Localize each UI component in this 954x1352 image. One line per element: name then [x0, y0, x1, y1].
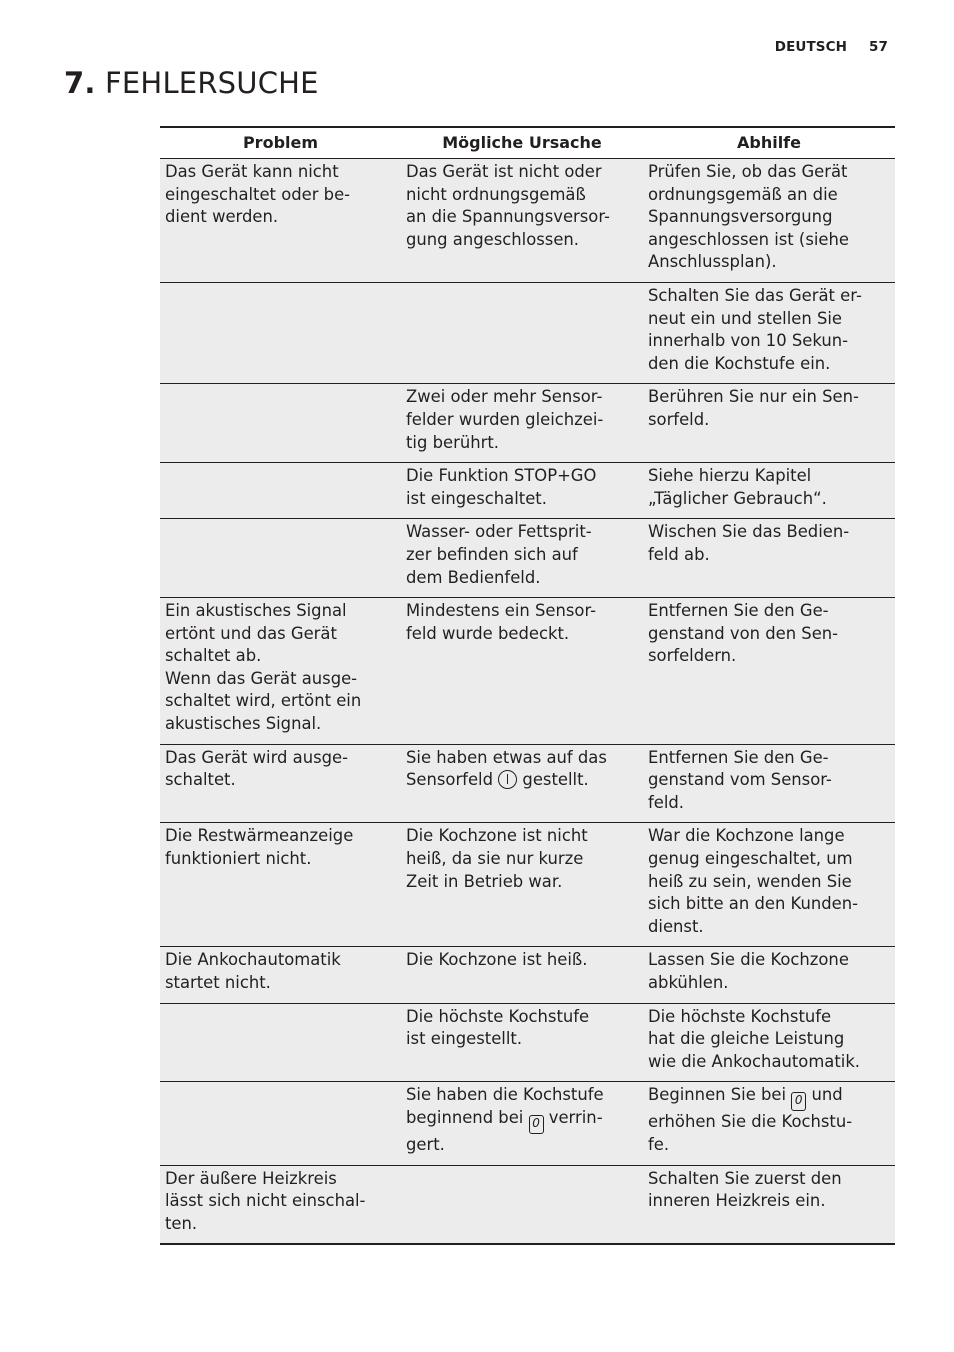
cause-cell: Die höchste Kochstufe ist eingestellt. [401, 1003, 643, 1082]
problem-cell [160, 1082, 401, 1165]
language-label: DEUTSCH [774, 39, 847, 55]
table-row [160, 1165, 895, 1244]
zero-display-icon: 0 [529, 1115, 544, 1134]
problem-cell [160, 384, 401, 463]
cause-cell: Sie haben etwas auf das Sensorfeld gestellt. [401, 744, 643, 823]
cause-cell: Wasser- oder Fettsprit- zer befinden sich auf dem Bedienfeld. [401, 519, 643, 598]
header-remedy: Abhilfe [643, 127, 895, 159]
table-row [160, 744, 895, 823]
remedy-cell: Beginnen Sie bei 0 und erhöhen Sie die Kochstu- fe. [643, 1082, 895, 1165]
problem-cell [160, 463, 401, 519]
remedy-cell: Entfernen Sie den Ge- genstand von den Sen- sorfeldern. [643, 598, 895, 745]
cause-cell: Die Kochzone ist nicht heiß, da sie nur kurze Zeit in Betrieb war. [401, 823, 643, 947]
table-row [160, 384, 895, 463]
table-row [160, 823, 895, 947]
zero-display-icon: 0 [791, 1092, 806, 1111]
remedy-cell: Wischen Sie das Bedien- feld ab. [643, 519, 895, 598]
table-row [160, 519, 895, 598]
remedy-cell: Prüfen Sie, ob das Gerät ordnungsgemäß an die Spannungsversorgung angeschlossen ist (siehe Anschlussplan). [643, 159, 895, 283]
table-row [160, 463, 895, 519]
problem-cell [160, 519, 401, 598]
remedy-cell: Schalten Sie zuerst den inneren Heizkreis ein. [643, 1165, 895, 1244]
header-problem: Problem [160, 127, 401, 159]
cause-cell: Die Funktion STOP+GO ist eingeschaltet. [401, 463, 643, 519]
remedy-cell: Berühren Sie nur ein Sen- sorfeld. [643, 384, 895, 463]
problem-cell: Die Ankochautomatik startet nicht. [160, 947, 401, 1003]
section-number: 7. [64, 66, 96, 100]
problem-cell [160, 1003, 401, 1082]
problem-cell: Die Restwärmeanzeige funktioniert nicht. [160, 823, 401, 947]
header-cause: Mögliche Ursache [401, 127, 643, 159]
remedy-cell: Lassen Sie die Kochzone abkühlen. [643, 947, 895, 1003]
page-header [775, 39, 888, 55]
table-row [160, 1082, 895, 1165]
remedy-cell: Schalten Sie das Gerät er- neut ein und stellen Sie innerhalb von 10 Sekun- den die Kochstufe ein. [643, 282, 895, 383]
problem-cell: Ein akustisches Signal ertönt und das Gerät schaltet ab. Wenn das Gerät ausge- schaltet wird, ertönt ein akustisches Signal. [160, 598, 401, 745]
power-symbol-icon [498, 770, 517, 789]
page-number: 57 [869, 39, 888, 55]
remedy-cell: Entfernen Sie den Ge- genstand vom Sensor- feld. [643, 744, 895, 823]
cause-cell [401, 1165, 643, 1244]
cause-cell: Zwei oder mehr Sensor- felder wurden gleichzei- tig berührt. [401, 384, 643, 463]
table-header-row [160, 127, 895, 159]
table-row [160, 947, 895, 1003]
remedy-cell: War die Kochzone lange genug eingeschaltet, um heiß zu sein, wenden Sie sich bitte an den Kunden- dienst. [643, 823, 895, 947]
cause-cell: Das Gerät ist nicht oder nicht ordnungsgemäß an die Spannungsversor- gung angeschlossen. [401, 159, 643, 283]
cause-cell: Sie haben die Kochstufe beginnend bei 0 verrin- gert. [401, 1082, 643, 1165]
cause-cell [401, 282, 643, 383]
table-row [160, 598, 895, 745]
remedy-cell: Die höchste Kochstufe hat die gleiche Leistung wie die Ankochautomatik. [643, 1003, 895, 1082]
problem-cell: Der äußere Heizkreis lässt sich nicht einschal- ten. [160, 1165, 401, 1244]
problem-cell: Das Gerät kann nicht eingeschaltet oder be- dient werden. [160, 159, 401, 283]
cause-cell: Die Kochzone ist heiß. [401, 947, 643, 1003]
table-row [160, 1003, 895, 1082]
table-row [160, 282, 895, 383]
cause-cell: Mindestens ein Sensor- feld wurde bedeckt. [401, 598, 643, 745]
table-row [160, 159, 895, 283]
section-title-text: FEHLERSUCHE [105, 66, 319, 100]
remedy-cell: Siehe hierzu Kapitel „Täglicher Gebrauch“. [643, 463, 895, 519]
problem-cell [160, 282, 401, 383]
troubleshooting-table [160, 126, 895, 1245]
problem-cell: Das Gerät wird ausge- schaltet. [160, 744, 401, 823]
section-title [64, 66, 319, 100]
